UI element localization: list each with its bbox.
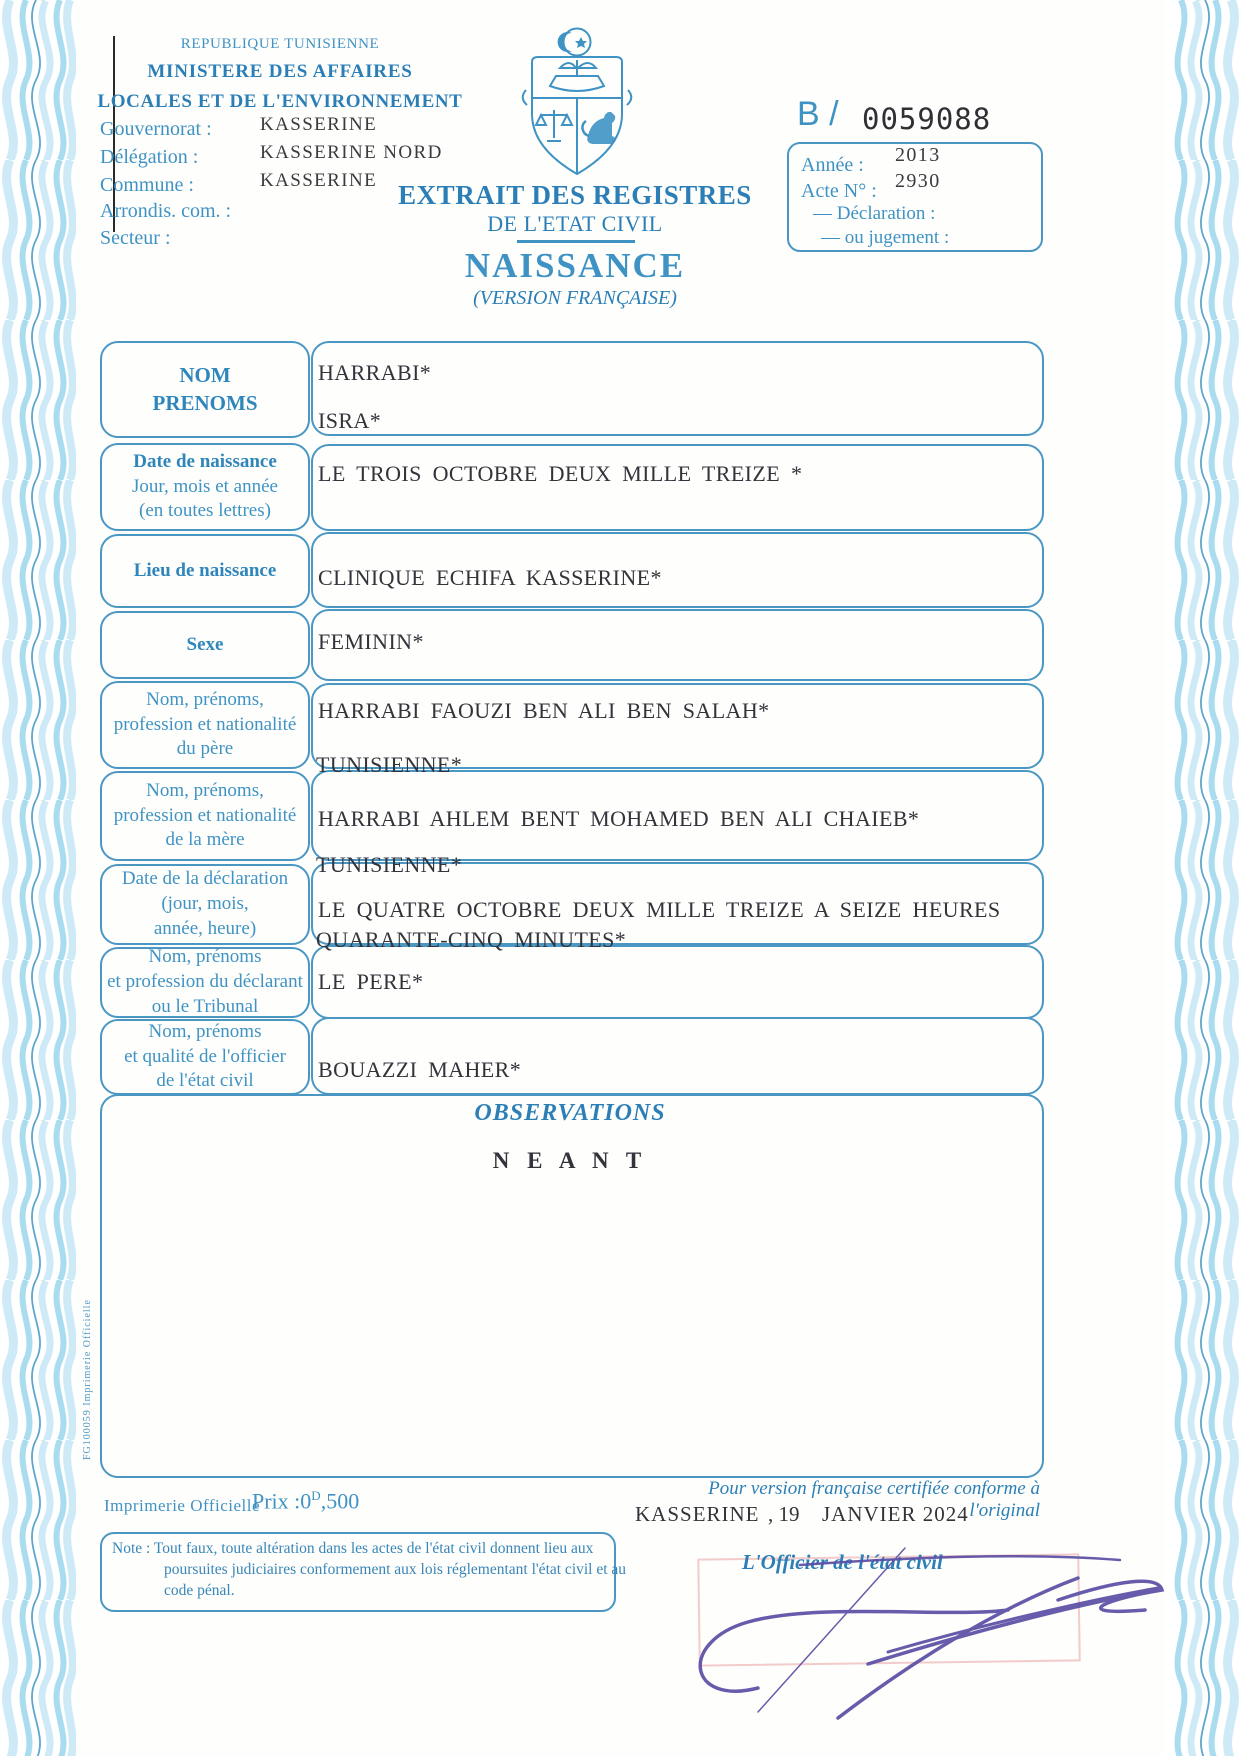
note-line1: Note : Tout faux, toute altération dans les actes de l'état civil donnent lieu aux [112,1540,594,1557]
arrondis-label: Arrondis. com. : [100,200,232,222]
delegation-label: Délégation : [100,146,199,168]
label-date-naissance-sub1: Jour, mois et année [132,475,278,497]
title-extrait: EXTRAIT DES REGISTRES [398,180,752,210]
imprimerie-label: Imprimerie Officielle [104,1496,261,1515]
label-pere-line1: Nom, prénoms, [146,688,264,710]
value-box-officier [311,1017,1044,1095]
label-officier-line2: et qualité de l'officier [124,1045,286,1067]
label-box-nom-prenoms [100,341,310,438]
title-naissance: NAISSANCE [464,246,686,285]
observations-title: OBSERVATIONS [474,1100,666,1126]
note-line2: poursuites judiciaires conformement aux lois réglementant l'état civil et au [164,1560,627,1578]
serial-number: 0059088 [862,102,992,136]
acte-value: 2930 [895,170,941,192]
value-sexe: FEMININ* [318,629,424,654]
note-line3: code pénal. [164,1581,235,1599]
label-box-sexe [100,611,310,679]
tunisia-coat-of-arms-icon [512,24,642,180]
label-declarant-line3: ou le Tribunal [151,995,259,1017]
jugement-label: — ou jugement : [821,227,950,248]
guilloche-border-left [0,0,76,1756]
value-declarant: LE PERE* [318,969,424,994]
value-pere-nationalite: TUNISIENNE* [316,752,463,777]
gouvernorat-label: Gouvernorat : [100,118,212,140]
label-declaration-line1: Date de la déclaration [121,868,289,890]
gouvernorat-value: KASSERINE [260,114,378,135]
certification-text: Pour version française certifiée conforme à l'original [708,1478,1040,1521]
annee-label: Année : [801,154,864,176]
title-underline [517,240,635,243]
label-mere-line3: de la mère [165,829,245,851]
commune-label: Commune : [100,174,194,196]
secteur-label: Secteur : [100,227,171,249]
label-box-date-declaration [100,864,310,945]
serial-prefix: B / [797,95,839,133]
value-box-date-naissance [311,444,1044,531]
signature [600,1530,1200,1750]
label-date-naissance: Date de naissance [133,450,277,472]
observations-value: N E A N T [492,1148,648,1173]
label-date-naissance-sub2: (en toutes lettres) [139,500,271,522]
label-pere-line2: profession et nationalité [113,713,297,735]
ministry-title-line1: MINISTERE DES AFFAIRES [147,61,413,82]
delegation-value: KASSERINE NORD [260,142,443,163]
label-declaration-line2: (jour, mois, [161,893,249,915]
value-pere-nom: HARRABI FAOUZI BEN ALI BEN SALAH* [318,698,770,723]
title-version: (VERSION FRANÇAISE) [473,287,677,309]
label-officier-line3: de l'état civil [156,1070,254,1092]
side-print-reference: FG100059 Imprimerie Officielle [82,1299,93,1460]
label-lieu-naissance: Lieu de naissance [133,559,277,581]
label-declarant-line1: Nom, prénoms [148,946,262,968]
value-date-naissance: LE TROIS OCTOBRE DEUX MILLE TREIZE * [318,461,803,486]
guilloche-border-right [1165,0,1241,1756]
label-declaration-line3: année, heure) [153,917,257,939]
label-box-pere [100,681,310,769]
prix-rest: ,500 [320,1488,360,1514]
value-mere-nom: HARRABI AHLEM BENT MOHAMED BEN ALI CHAIEB* [318,806,920,831]
note-box [100,1532,627,1612]
annee-value: 2013 [895,144,941,166]
label-declarant-line2: et profession du déclarant [107,971,303,993]
label-nom: NOM [179,363,231,388]
value-lieu-naissance: CLINIQUE ECHIFA KASSERINE* [318,565,662,590]
label-pere-line3: du père [176,738,234,760]
value-date-declaration-line1: LE QUATRE OCTOBRE DEUX MILLE TREIZE A SEIZE HEURES [318,897,1001,922]
value-box-nom-prenoms [311,341,1044,436]
value-prenom: ISRA* [318,408,382,433]
label-mere-line2: profession et nationalité [113,804,297,826]
label-sexe: Sexe [186,633,224,655]
commune-value: KASSERINE [260,170,378,191]
acte-label: Acte N° : [801,180,877,202]
label-box-date-naissance [100,443,310,531]
label-box-mere [100,771,310,861]
prix-main: Prix :0 [252,1488,312,1514]
certification-place: KASSERINE [635,1502,760,1526]
prix-sup: D [311,1488,321,1503]
label-box-officier [100,1019,310,1095]
value-nom: HARRABI* [318,360,432,385]
value-date-declaration-line2: QUARANTE-CINQ MINUTES* [316,927,627,952]
republic-title: REPUBLIQUE TUNISIENNE [180,36,380,52]
officier-signature-title: L'Officier de l'état civil [742,1550,943,1574]
value-mere-nationalite: TUNISIENNE* [316,852,463,877]
label-box-declarant [100,947,310,1018]
certification-day: , 19 [768,1502,800,1526]
certification-month-year: JANVIER 2024 [822,1502,969,1526]
label-prenoms: PRENOMS [152,390,258,415]
declaration-label: — Déclaration : [813,203,936,224]
ministry-title-line2: LOCALES ET DE L'ENVIRONNEMENT [97,91,463,112]
value-officier: BOUAZZI MAHER* [318,1057,522,1082]
label-mere-line1: Nom, prénoms, [146,779,264,801]
prix-label [252,1488,359,1514]
label-officier-line1: Nom, prénoms [148,1020,262,1042]
label-box-lieu-naissance [100,534,310,608]
title-etat-civil: DE L'ETAT CIVIL [487,211,663,236]
